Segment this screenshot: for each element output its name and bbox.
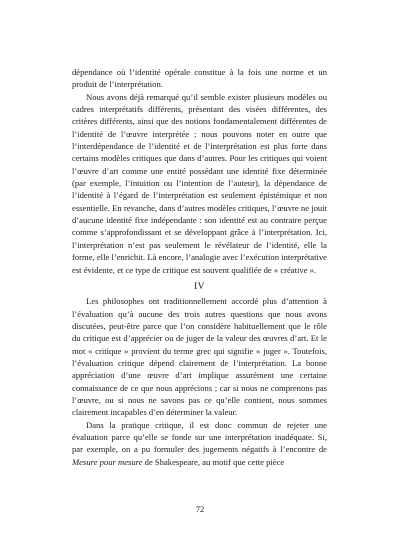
play-title: Mesure pour mesure [72,456,143,467]
paragraph-3 [72,295,327,418]
paragraph-4-text-b: de Shakespeare, au motif que cette pièce [142,456,285,467]
paragraph-2-text: Nous avons déjà remarqué qu’il semble exister plusieurs modèles ou cadres interprétatifs différents, présentant des visées différentes, des critères différents, ainsi que des notions fondamentalement différentes de l’identité de l’œuvre interprétée ; nous pouvons noter en outre que l’interdépendance de l’identité et de l’interprétation est plus forte dans certains modèles critiques que dans d’autres. Pour les critiques qui voient l’œuvre d’art comme une entité possédant une identité fixe déterminée (par exemple, l’intuition ou l’intention de l’auteur), la dépendance de l’identité à l’égard de l’interprétation est seulement épistémique et non essentielle. En revanche, dans d’autres modèles critiques, l’œuvre ne jouit d’aucune identité fixe indépendante : son identité est au contraire perçue comme s’approfondissant et se développant grâce à l’interprétation. Ici, l’interprétation n’est pas seulement le révélateur de l’identité, elle la forme, elle l’enrichit. Là encore, l’analogie avec l’exécution interprétative est évidente, et ce type de critique est souvent qualifiée de « créative ». [72,91,327,275]
section-heading: IV [193,281,206,292]
paragraph-1 [72,66,327,91]
paragraph-4-text-a: Dans la pratique critique, il est donc commun de rejeter une évaluation parce qu’elle se fonde sur une interprétation inadéquate. Si, par exemple, on a pu formuler des jugements négatifs à l’encontre de [72,419,327,455]
page-body [72,66,327,468]
page-number: 72 [195,504,205,514]
paragraph-2 [72,91,327,276]
paragraph-3-text: Les philosophes ont traditionnellement accordé plus d’attention à l’évaluation qu’à aucune des trois autres questions que nous avons discutées, peut-être parce que l’on considère habituellement que le rôle du critique est d’apprécier ou de juger de la valeur des œuvres d’art. Et le mot « critique » provient du terme grec qui signifie « juger ». Toutefois, l’évaluation critique dépend clairement de l’interprétation. La bonne appréciation d’une œuvre d’art implique assurément une certaine connaissance de ce que nous apprécions ; car si nous ne comprenons pas l’œuvre, ou si nous ne savons pas ce qu’elle contient, nous sommes clairement incapables d’en déterminer la valeur. [72,296,327,418]
paragraph-1-text: dépendance où l’identité opérale constitue à la fois une norme et un produit de l’interprétation. [72,67,327,90]
paragraph-4 [72,419,327,468]
